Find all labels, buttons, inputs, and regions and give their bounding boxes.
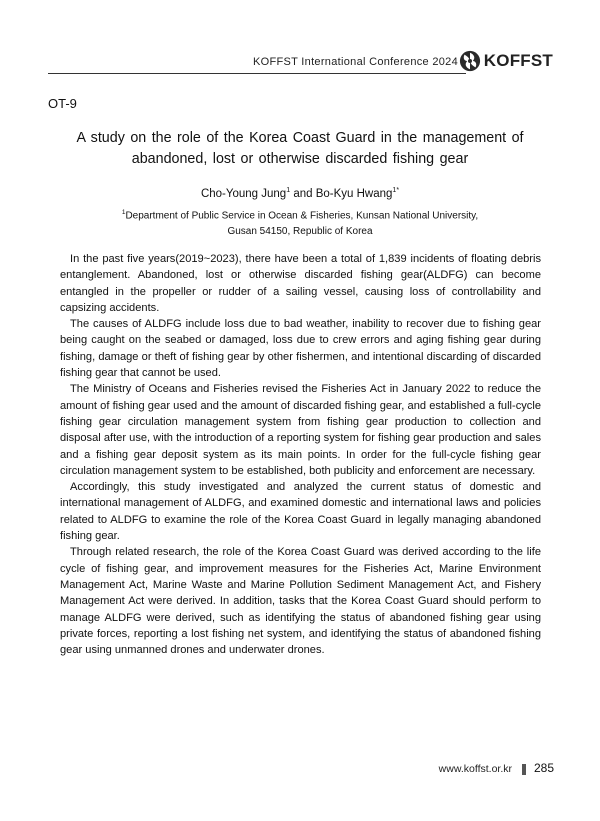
abstract-paragraph: The causes of ALDFG include loss due to bad weather, inability to recover due to fishing gear being caught on the seabed or damaged, loss due to crew errors and aging fishing gear during fishing, damage or theft of fishing gear by other fishermen, and intentional discarding of discarded fishing gear that cannot be used. xyxy=(60,318,541,380)
logo-text: KOFFST xyxy=(483,51,553,70)
footer-url: www.koffst.or.kr xyxy=(438,763,512,775)
abstract-body xyxy=(60,251,541,658)
conference-name: KOFFST International Conference 2024 xyxy=(252,56,458,68)
paper-title xyxy=(60,128,540,170)
abstract-paragraph: Accordingly, this study investigated and analyzed the current status of domestic and international management of ALDFG, and examined domestic and international laws and policies related to ALDFG to examine the role of the Korea Coast Guard in legally managing abandoned fishing gear. xyxy=(60,481,541,543)
title-line-2: abandoned, lost or otherwise discarded fishing gear xyxy=(131,151,469,167)
author-1-affil: 1 xyxy=(286,187,291,194)
author-and: and xyxy=(293,187,313,200)
affiliation xyxy=(60,205,540,240)
page-number: 285 xyxy=(534,761,555,775)
abstract-paragraph: In the past five years(2019~2023), there have been a total of 1,839 incidents of floating debris entanglement. Abandoned, lost or otherwise discarded fishing gear(ALDFG) can become entangled in the propeller or rudder of a sailing vessel, causing loss of controllability and capsizing accidents. xyxy=(60,253,541,314)
footer-separator xyxy=(522,764,526,775)
affiliation-line-2: Gusan 54150, Republic of Korea xyxy=(227,226,373,238)
author-2-affil: 1* xyxy=(392,187,400,194)
title-line-1: A study on the role of the Korea Coast Guard in the management of xyxy=(76,130,524,146)
koffst-logo xyxy=(459,48,553,74)
koffst-swirl-icon xyxy=(459,50,481,72)
paper-id: OT-9 xyxy=(48,96,77,111)
affiliation-line-1: Department of Public Service in Ocean & Fisheries, Kunsan National University, xyxy=(125,210,479,222)
abstract-paragraph: The Ministry of Oceans and Fisheries revised the Fisheries Act in January 2022 to reduce the amount of fishing gear used and the amount of discarded fishing gear, and established a full-cycle fishing gear circulation management system from fishing gear production to collection and disposal after use, with the introduction of a reporting system for fishing gear production and sales and a fishing gear deposit system as its main points. In order for the full-cycle fishing gear circulation management system to be established, both publicity and enforcement are necessary. xyxy=(60,383,541,477)
author-1: Cho-Young Jung xyxy=(200,187,287,200)
author-2: Bo-Kyu Hwang xyxy=(315,187,393,200)
abstract-paragraph: Through related research, the role of the Korea Coast Guard was derived according to the life cycle of fishing gear, and improvement measures for the Fisheries Act, Marine Environment Management Act, Marine Waste and Marine Pollution Sediment Management Act, and Fishery Management Act were derived. In addition, tasks that the Korea Coast Guard should perform to manage ALDFG were derived, such as identifying the status of abandoned fishing gear using private forces, reporting a lost fishing net system, and identifying the status of abandoned fishing gear using unmanned drones and underwater drones. xyxy=(60,546,541,657)
header-divider xyxy=(48,73,466,74)
affiliation-sup: 1 xyxy=(121,209,126,216)
author-list xyxy=(60,187,540,200)
page-header xyxy=(48,46,553,76)
